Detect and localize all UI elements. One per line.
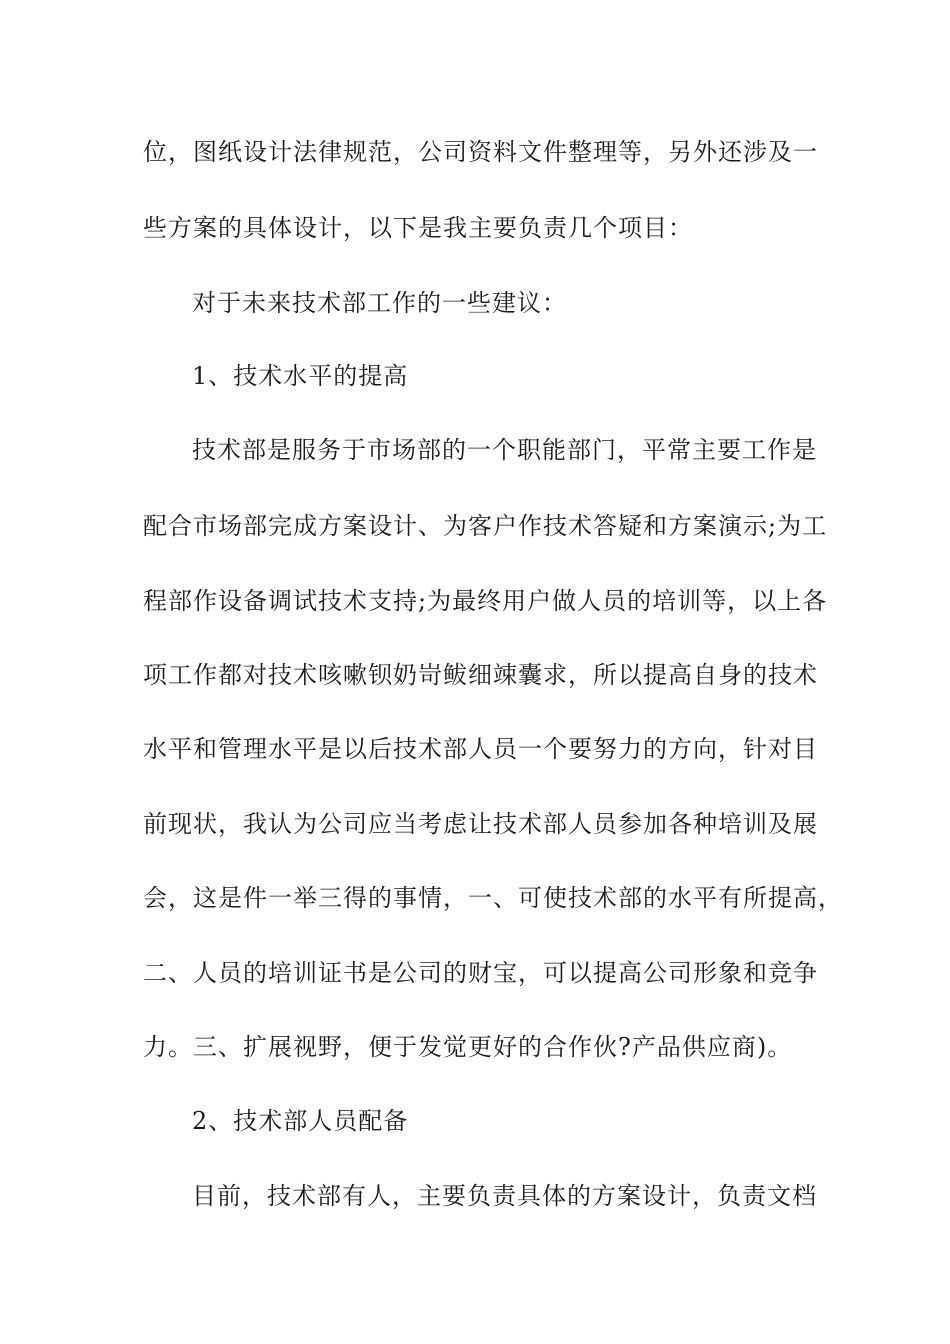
body-text-line: 项工作都对技术咳嗽钡奶岢鲅细竦囊求，所以提高自身的技术 (143, 661, 818, 689)
section-heading-1: 1、技术水平的提高 (192, 362, 409, 390)
section-intro-line: 对于未来技术部工作的一些建议： (192, 289, 567, 317)
body-text-line: 前现状，我认为公司应当考虑让技术部人员参加各种培训及展 (143, 810, 818, 838)
body-text-line: 些方案的具体设计，以下是我主要负责几个项目： (143, 214, 693, 242)
section-heading-2: 2、技术部人员配备 (192, 1107, 409, 1135)
body-text-line: 位，图纸设计法律规范，公司资料文件整理等，另外还涉及一 (143, 138, 818, 166)
body-text-line: 二、人员的培训证书是公司的财宝，可以提高公司形象和竞争 (143, 959, 818, 987)
body-text-line: 会，这是件一举三得的事情，一、可使技术部的水平有所提高， (143, 884, 843, 912)
body-text-line: 力。三、扩展视野，便于发觉更好的合作伙?产品供应商)。 (143, 1033, 793, 1061)
body-text-line: 水平和管理水平是以后技术部人员一个要努力的方向，针对目 (143, 735, 818, 763)
body-text-line: 技术部是服务于市场部的一个职能部门，平常主要工作是 (192, 436, 817, 464)
body-text-line: 目前，技术部有人，主要负责具体的方案设计，负责文档 (192, 1182, 817, 1210)
body-text-line: 程部作设备调试技术支持;为最终用户做人员的培训等，以上各 (143, 587, 828, 615)
body-text-line: 配合市场部完成方案设计、为客户作技术答疑和方案演示;为工 (143, 512, 828, 540)
